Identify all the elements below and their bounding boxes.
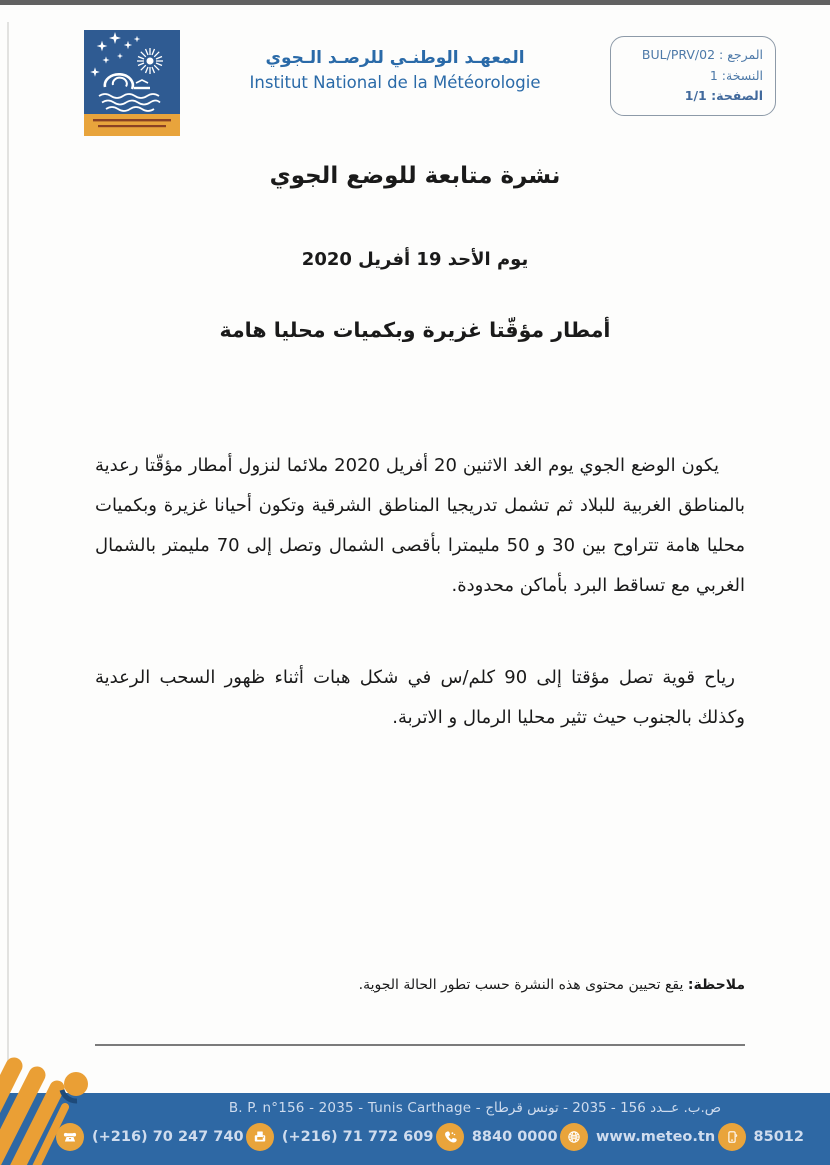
fax-icon bbox=[246, 1123, 274, 1151]
logo-sun-icon bbox=[137, 48, 163, 74]
globe-icon bbox=[560, 1123, 588, 1151]
call-icon bbox=[436, 1123, 464, 1151]
contact-website bbox=[560, 1123, 715, 1151]
contact-phone-number: (+216) 70 247 740 bbox=[92, 1129, 244, 1145]
org-name-arabic: المعهـد الوطنـي للرصـد الـجوي bbox=[265, 48, 525, 68]
phone-icon bbox=[56, 1123, 84, 1151]
scan-edge-top bbox=[0, 0, 830, 5]
note-line bbox=[95, 975, 745, 996]
contact-call-center bbox=[436, 1123, 558, 1151]
contact-call-number: 8840 0000 bbox=[471, 1129, 558, 1145]
footer bbox=[0, 1093, 830, 1165]
reference-label: المرجع : bbox=[719, 47, 763, 62]
reference-line bbox=[621, 45, 763, 66]
reference-box bbox=[610, 36, 776, 116]
contact-phone bbox=[56, 1123, 244, 1151]
bulletin-subtitle: أمطار مؤقّتا غزيرة وبكميات محليا هامة bbox=[219, 318, 611, 342]
footer-address-arabic: ص.ب. عــدد 156 - 2035 - تونس قرطاج bbox=[485, 1100, 722, 1116]
footer-address bbox=[0, 1100, 830, 1116]
page-title: نشرة متابعة للوضع الجوي bbox=[269, 163, 561, 189]
note-text: يقع تحيين محتوى هذه النشرة حسب تطور الحالة الجوية. bbox=[358, 977, 688, 993]
contact-website-url: www.meteo.tn bbox=[595, 1129, 716, 1145]
contact-sms bbox=[718, 1123, 804, 1151]
version-line: النسخة: 1 bbox=[709, 67, 763, 83]
footer-divider bbox=[95, 1044, 745, 1046]
forecast-paragraph-rain: يكون الوضع الجوي يوم الغد الاثنين 20 أفريل 2020 ملائما لنزول أمطار مؤقّتا رعدية بالمناطق الغربية للبلاد ثم تشمل تدريجيا المناطق الشرقية وتكون أحيانا غزيرة وبكميات محليا هامة تتراوح بين 30 و 50 مليمترا بأقصى الشمال وتصل إلى 70 مليمتر بالشمال الغربي مع تساقط البرد بأماكن محدودة. bbox=[95, 455, 745, 596]
org-name-block bbox=[232, 46, 558, 95]
bulletin-date: يوم الأحد 19 أفريل 2020 bbox=[301, 249, 529, 270]
contact-sms-number: 85012 bbox=[753, 1129, 804, 1145]
contact-fax-number: (+216) 71 772 609 bbox=[281, 1129, 434, 1145]
footer-address-latin: B. P. n°156 - 2035 - Tunis Carthage - bbox=[228, 1100, 486, 1116]
mobile-icon bbox=[718, 1123, 746, 1151]
scan-edge-left bbox=[7, 22, 9, 1165]
reference-value: BUL/PRV/02 bbox=[641, 47, 716, 62]
footer-contacts bbox=[0, 1116, 830, 1151]
org-name-french: Institut National de la Météorologie bbox=[249, 72, 541, 92]
page-number-line: الصفحة: 1/1 bbox=[684, 88, 763, 104]
note-label: ملاحظة: bbox=[687, 977, 745, 993]
forecast-paragraph-wind: رياح قوية تصل مؤقتا إلى 90 كلم/س في شكل هبات أثناء ظهور السحب الرعدية وكذلك بالجنوب حيث تثير محليا الرمال و الاتربة. bbox=[95, 667, 745, 728]
inm-logo bbox=[84, 30, 180, 136]
contact-fax bbox=[246, 1123, 434, 1151]
